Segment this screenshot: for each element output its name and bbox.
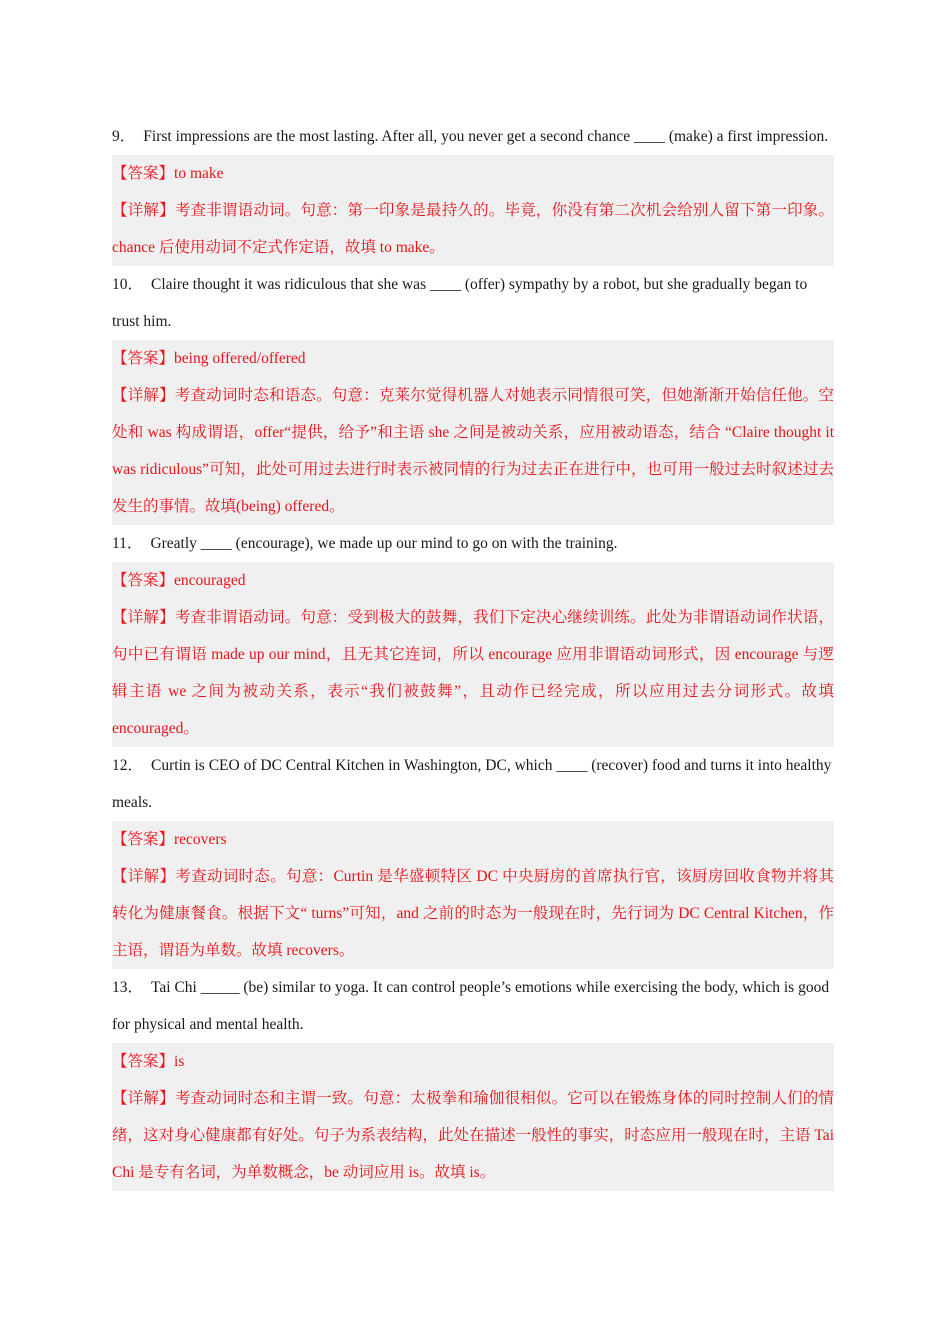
question-item-10 bbox=[112, 266, 834, 525]
answer-value: encouraged bbox=[174, 572, 246, 589]
worksheet-page bbox=[112, 118, 834, 1191]
question-body: Greatly ____ (encourage), we made up our mind to go on with the training. bbox=[150, 535, 618, 552]
question-text bbox=[112, 747, 834, 821]
explain-text: 考查非谓语动词。句意：第一印象是最持久的。毕竟，你没有第二次机会给别人留下第一印象。chance 后使用动词不定式作定语，故填 to make。 bbox=[112, 202, 834, 256]
explanation bbox=[112, 1080, 834, 1191]
question-number: 11． bbox=[112, 535, 143, 552]
explanation bbox=[112, 858, 834, 969]
question-body: Claire thought it was ridiculous that she was ____ (offer) sympathy by a robot, but she gradually began to trust him. bbox=[112, 276, 808, 330]
explain-label: 【详解】 bbox=[112, 202, 175, 219]
answer-value: being offered/offered bbox=[174, 350, 306, 367]
question-body: Curtin is CEO of DC Central Kitchen in Washington, DC, which ____ (recover) food and turns it into healthy meals. bbox=[112, 757, 832, 811]
answer-label: 【答案】 bbox=[112, 165, 175, 182]
question-number: 10． bbox=[112, 276, 144, 293]
answer-label: 【答案】 bbox=[112, 350, 175, 367]
answer-line bbox=[112, 562, 834, 599]
question-item-12 bbox=[112, 747, 834, 969]
question-text bbox=[112, 118, 834, 155]
answer-block bbox=[112, 155, 834, 266]
explain-text: 考查动词时态和主谓一致。句意：太极拳和瑜伽很相似。它可以在锻炼身体的同时控制人们的情绪，这对身心健康都有好处。句子为系表结构，此处在描述一般性的事实，时态应用一般现在时，主语 Tai Chi 是专有名词，为单数概念，be 动词应用 is。故填 is。 bbox=[112, 1090, 834, 1181]
explain-text: 考查非谓语动词。句意：受到极大的鼓舞，我们下定决心继续训练。此处为非谓语动词作状语，句中已有谓语 made up our mind，且无其它连词，所以 encourage 应用非谓语动词形式，因 encourage 与逻辑主语 we 之间为被动关系，表示“我们被鼓舞”，且动作已经完成，所以应用过去分词形式。故填 encouraged。 bbox=[112, 609, 834, 737]
question-body: First impressions are the most lasting. After all, you never get a second chance ____ (make) a first impression. bbox=[143, 128, 829, 145]
answer-block bbox=[112, 340, 834, 525]
answer-value: recovers bbox=[174, 831, 227, 848]
explain-text: 考查动词时态和语态。句意：克莱尔觉得机器人对她表示同情很可笑，但她渐渐开始信任他。空处和 was 构成谓语，offer“提供，给予”和主语 she 之间是被动关系，应用被动语态，结合 “Claire thought it was ridiculous”可知，此处可用过去进行时表示被同情的行为过去正在进行中，也可用一般过去时叙述过去发生的事情。故填(being) offered。 bbox=[112, 387, 834, 515]
answer-label: 【答案】 bbox=[112, 831, 175, 848]
explain-label: 【详解】 bbox=[112, 387, 175, 404]
explain-text: 考查动词时态。句意：Curtin 是华盛顿特区 DC 中央厨房的首席执行官，该厨房回收食物并将其转化为健康餐食。根据下文“ turns”可知，and 之前的时态为一般现在时，先行词为 DC Central Kitchen，作主语，谓语为单数。故填 recovers。 bbox=[112, 868, 834, 959]
explain-label: 【详解】 bbox=[112, 609, 175, 626]
question-text bbox=[112, 969, 834, 1043]
answer-line bbox=[112, 1043, 834, 1080]
explanation bbox=[112, 599, 834, 747]
question-number: 13． bbox=[112, 979, 144, 996]
explain-label: 【详解】 bbox=[112, 1090, 175, 1107]
question-item-9 bbox=[112, 118, 834, 266]
answer-line bbox=[112, 155, 834, 192]
answer-line bbox=[112, 340, 834, 377]
explanation bbox=[112, 377, 834, 525]
answer-label: 【答案】 bbox=[112, 572, 175, 589]
question-number: 9． bbox=[112, 128, 136, 145]
answer-line bbox=[112, 821, 834, 858]
question-text bbox=[112, 525, 834, 562]
answer-block bbox=[112, 562, 834, 747]
question-text bbox=[112, 266, 834, 340]
question-body: Tai Chi _____ (be) similar to yoga. It can control people’s emotions while exercising the body, which is good for physical and mental health. bbox=[112, 979, 830, 1033]
question-item-13 bbox=[112, 969, 834, 1191]
answer-value: is bbox=[174, 1053, 185, 1070]
question-item-11 bbox=[112, 525, 834, 747]
answer-block bbox=[112, 821, 834, 969]
answer-block bbox=[112, 1043, 834, 1191]
answer-label: 【答案】 bbox=[112, 1053, 175, 1070]
explain-label: 【详解】 bbox=[112, 868, 176, 885]
answer-value: to make bbox=[174, 165, 224, 182]
explanation bbox=[112, 192, 834, 266]
question-number: 12． bbox=[112, 757, 144, 774]
